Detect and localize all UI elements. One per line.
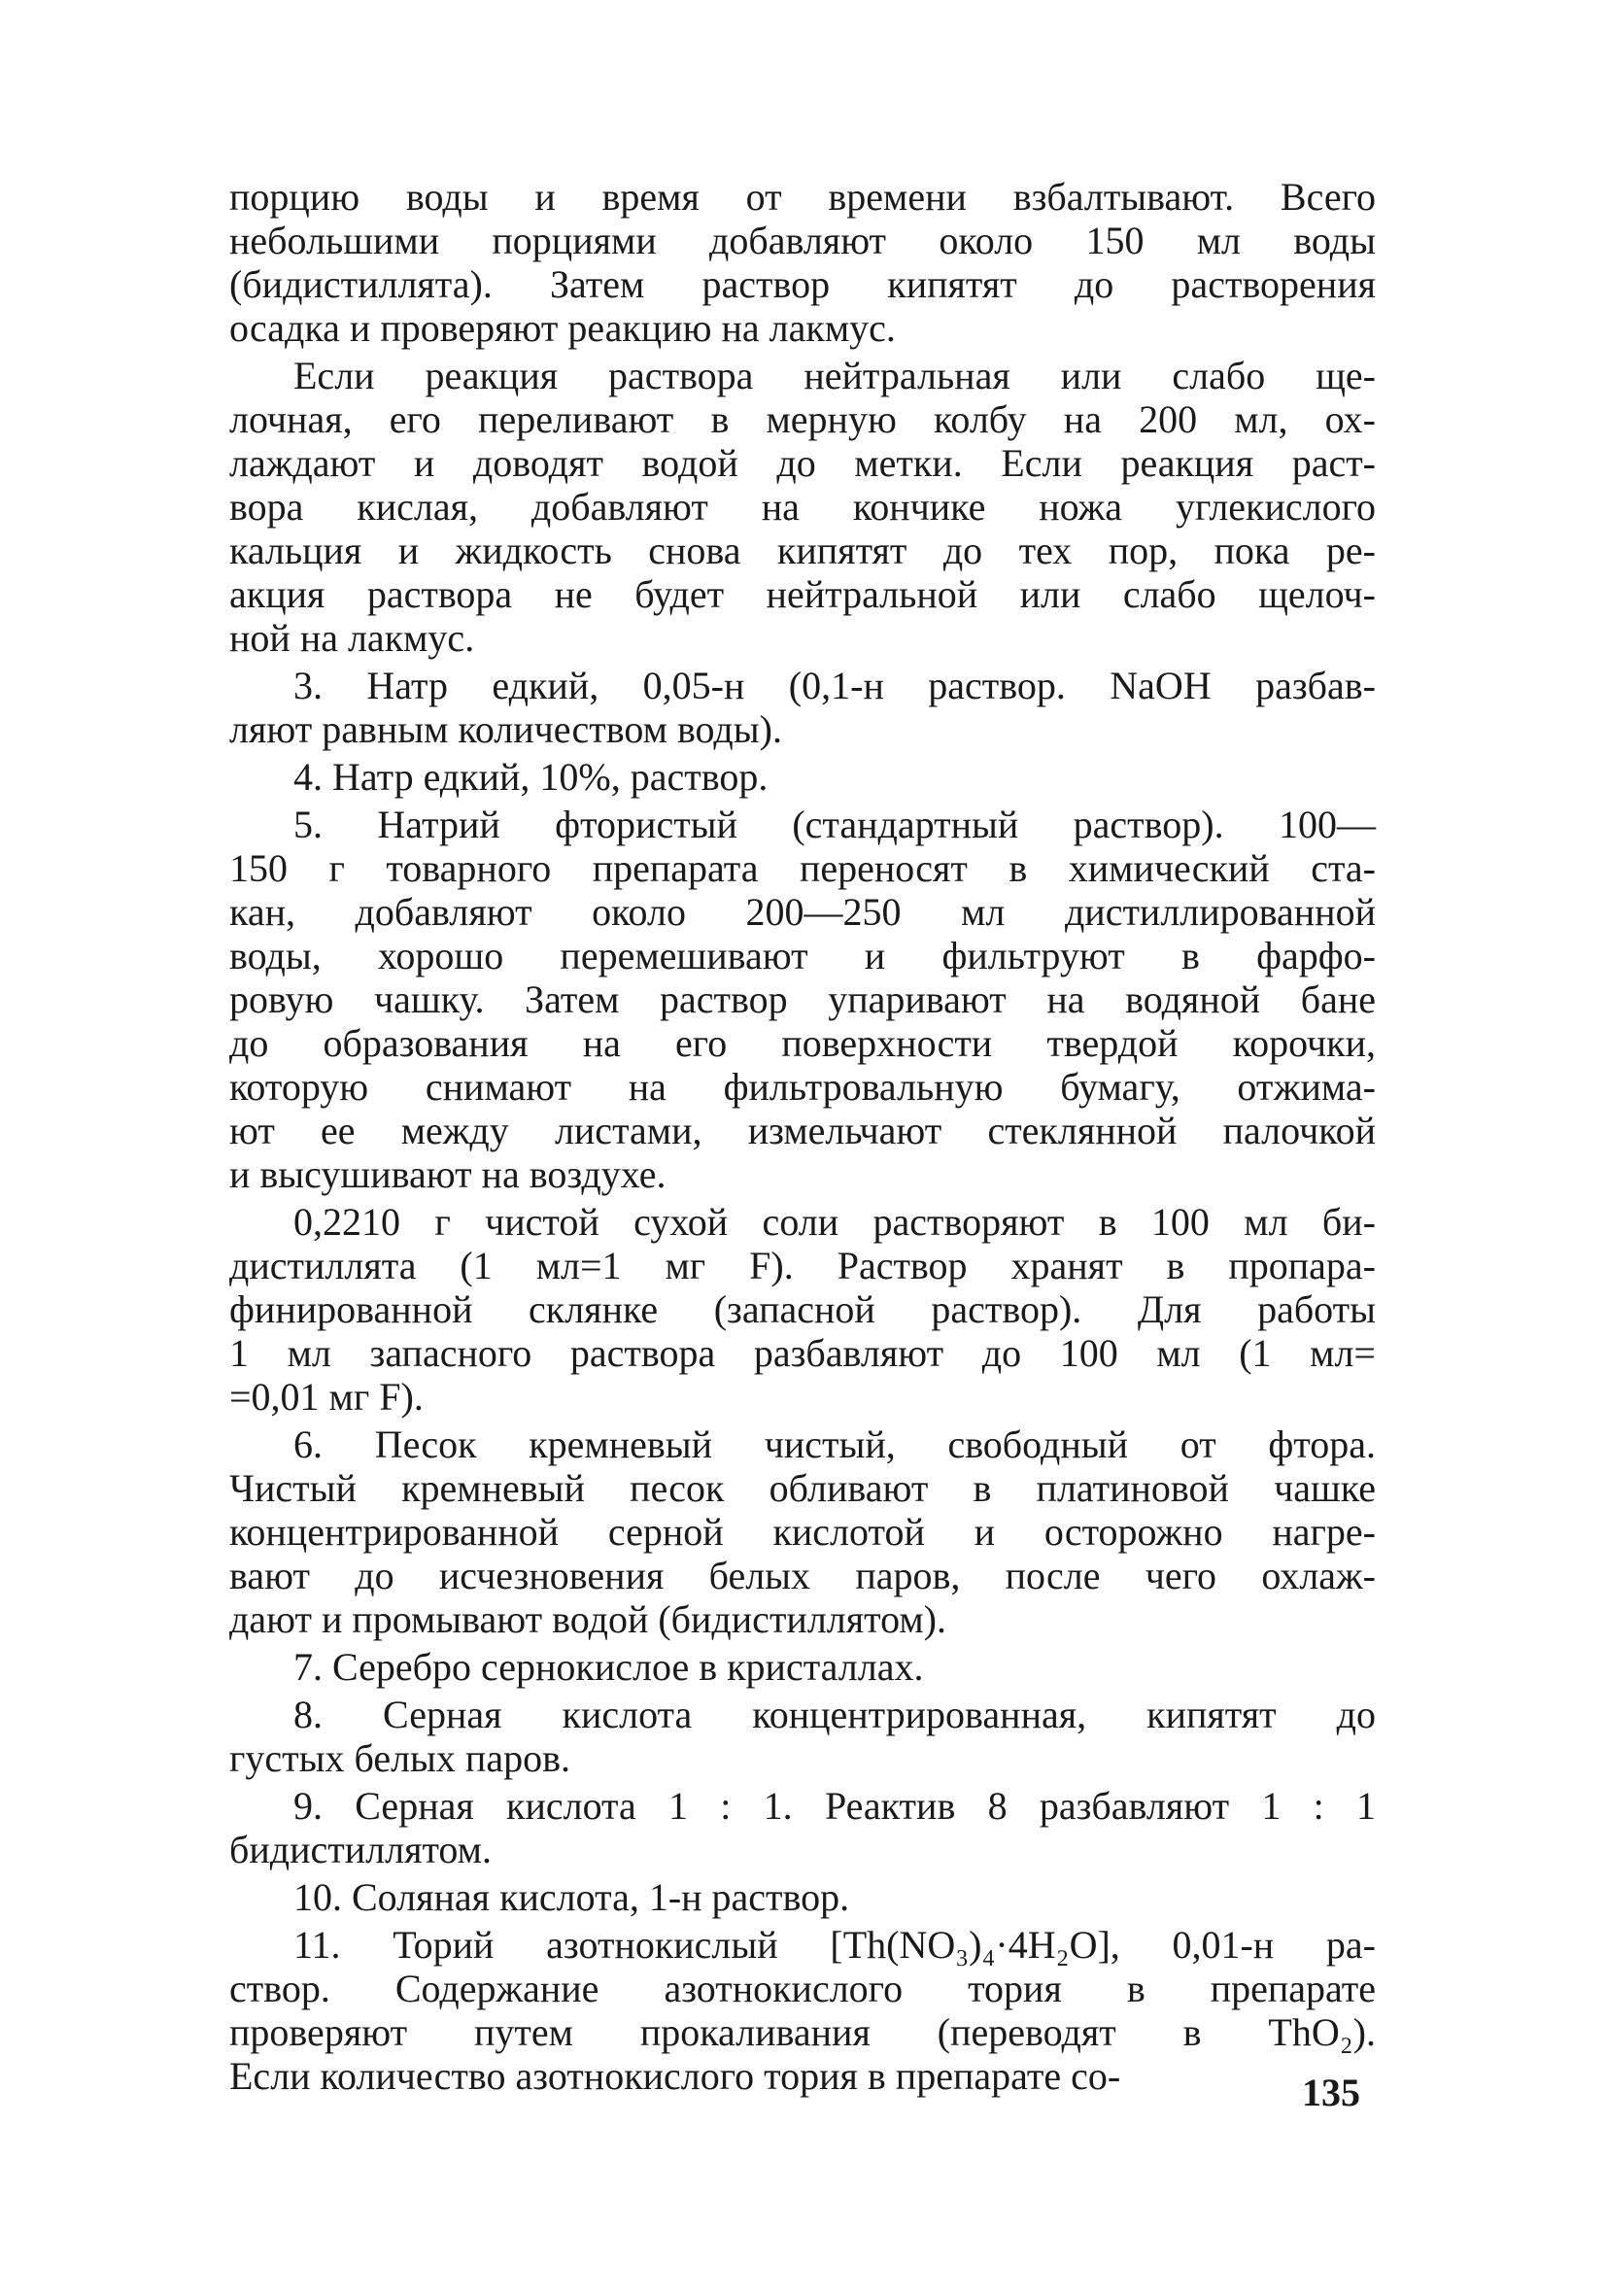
text-line: кан, добавляют около 200—250 мл дистиллированной bbox=[229, 890, 1376, 934]
text-line: и высушивают на воздухе. bbox=[229, 1152, 667, 1196]
text-line: =0,01 мг F). bbox=[229, 1375, 424, 1419]
text-line: ляют равным количеством воды). bbox=[229, 707, 782, 751]
text-line: Если количество азотнокислого тория в препарате со- bbox=[229, 2054, 1121, 2098]
paragraph bbox=[229, 1784, 1376, 1871]
text-line: осадка и проверяют реакцию на лакмус. bbox=[229, 306, 896, 350]
text-line: 11. Торий азотнокислый [Th(NO₃)₄·4H₂O], 0,01-н ра- bbox=[293, 1923, 1376, 1967]
paragraph bbox=[229, 1200, 1376, 1419]
paragraph bbox=[229, 1693, 1376, 1780]
text-line: ют ее между листами, измельчают стеклянной палочкой bbox=[229, 1109, 1376, 1152]
text-line: которую снимают на фильтровальную бумагу, отжима- bbox=[229, 1065, 1376, 1109]
text-line: 150 г товарного препарата переносят в химический ста- bbox=[229, 846, 1376, 890]
text-line: Если реакция раствора нейтральная или слабо ще- bbox=[293, 354, 1376, 397]
text-line: лочная, его переливают в мерную колбу на 200 мл, ох- bbox=[229, 397, 1376, 441]
paragraph bbox=[229, 803, 1376, 1196]
text-line: акция раствора не будет нейтральной или слабо щелоч- bbox=[229, 572, 1376, 616]
text-line: лаждают и доводят водой до метки. Если реакция раст- bbox=[229, 441, 1376, 485]
text-line: 4. Натр едкий, 10%, раствор. bbox=[293, 755, 769, 799]
paragraph bbox=[229, 1645, 1376, 1689]
paragraph bbox=[229, 1422, 1376, 1641]
paragraph bbox=[229, 1923, 1376, 2098]
paragraph bbox=[229, 354, 1376, 660]
text-line: 7. Серебро сернокислое в кристаллах. bbox=[293, 1645, 924, 1689]
text-line: бидистиллятом. bbox=[229, 1828, 492, 1871]
page-body bbox=[229, 175, 1376, 2102]
paragraph bbox=[229, 664, 1376, 751]
text-line: 6. Песок кремневый чистый, свободный от фтора. bbox=[293, 1422, 1376, 1466]
text-line: воды, хорошо перемешивают и фильтруют в фарфо- bbox=[229, 934, 1376, 977]
page-number: 135 bbox=[1302, 2071, 1360, 2114]
text-line: ровую чашку. Затем раствор упаривают на водяной бане bbox=[229, 977, 1376, 1021]
text-line: 1 мл запасного раствора разбавляют до 100 мл (1 мл= bbox=[229, 1331, 1376, 1375]
text-line: 8. Серная кислота концентрированная, кипятят до bbox=[293, 1693, 1376, 1736]
text-line: концентрированной серной кислотой и осторожно нагре- bbox=[229, 1510, 1376, 1554]
text-line: порцию воды и время от времени взбалтывают. Всего bbox=[229, 175, 1376, 219]
paragraph bbox=[229, 1875, 1376, 1919]
text-line: густых белых паров. bbox=[229, 1736, 570, 1780]
text-line: небольшими порциями добавляют около 150 мл воды bbox=[229, 219, 1376, 262]
text-line: вают до исчезновения белых паров, после чего охлаж- bbox=[229, 1554, 1376, 1597]
text-line: створ. Содержание азотнокислого тория в препарате bbox=[229, 1967, 1376, 2010]
paragraph bbox=[229, 175, 1376, 350]
text-line: кальция и жидкость снова кипятят до тех пор, пока ре- bbox=[229, 529, 1376, 572]
text-line: финированной склянке (запасной раствор). Для работы bbox=[229, 1287, 1376, 1331]
text-line: дают и промывают водой (бидистиллятом). bbox=[229, 1597, 946, 1641]
text-line: 5. Натрий фтористый (стандартный раствор). 100— bbox=[293, 803, 1376, 846]
text-line: 10. Соляная кислота, 1-н раствор. bbox=[293, 1875, 850, 1919]
text-line: вора кислая, добавляют на кончике ножа углекислого bbox=[229, 485, 1376, 529]
text-line: Чистый кремневый песок обливают в платиновой чашке bbox=[229, 1466, 1376, 1510]
text-line: дистиллята (1 мл=1 мг F). Раствор хранят в пропара- bbox=[229, 1244, 1376, 1287]
text-line: (бидистиллята). Затем раствор кипятят до растворения bbox=[229, 262, 1376, 306]
text-line: 3. Натр едкий, 0,05-н (0,1-н раствор. NaOH разбав- bbox=[293, 664, 1376, 707]
text-line: до образования на его поверхности твердой корочки, bbox=[229, 1021, 1376, 1065]
text-line: 0,2210 г чистой сухой соли растворяют в 100 мл би- bbox=[293, 1200, 1376, 1244]
text-line: 9. Серная кислота 1 : 1. Реактив 8 разбавляют 1 : 1 bbox=[293, 1784, 1376, 1828]
paragraph bbox=[229, 755, 1376, 799]
text-line: проверяют путем прокаливания (переводят в ThO₂). bbox=[229, 2010, 1376, 2054]
text-line: ной на лакмус. bbox=[229, 616, 475, 660]
